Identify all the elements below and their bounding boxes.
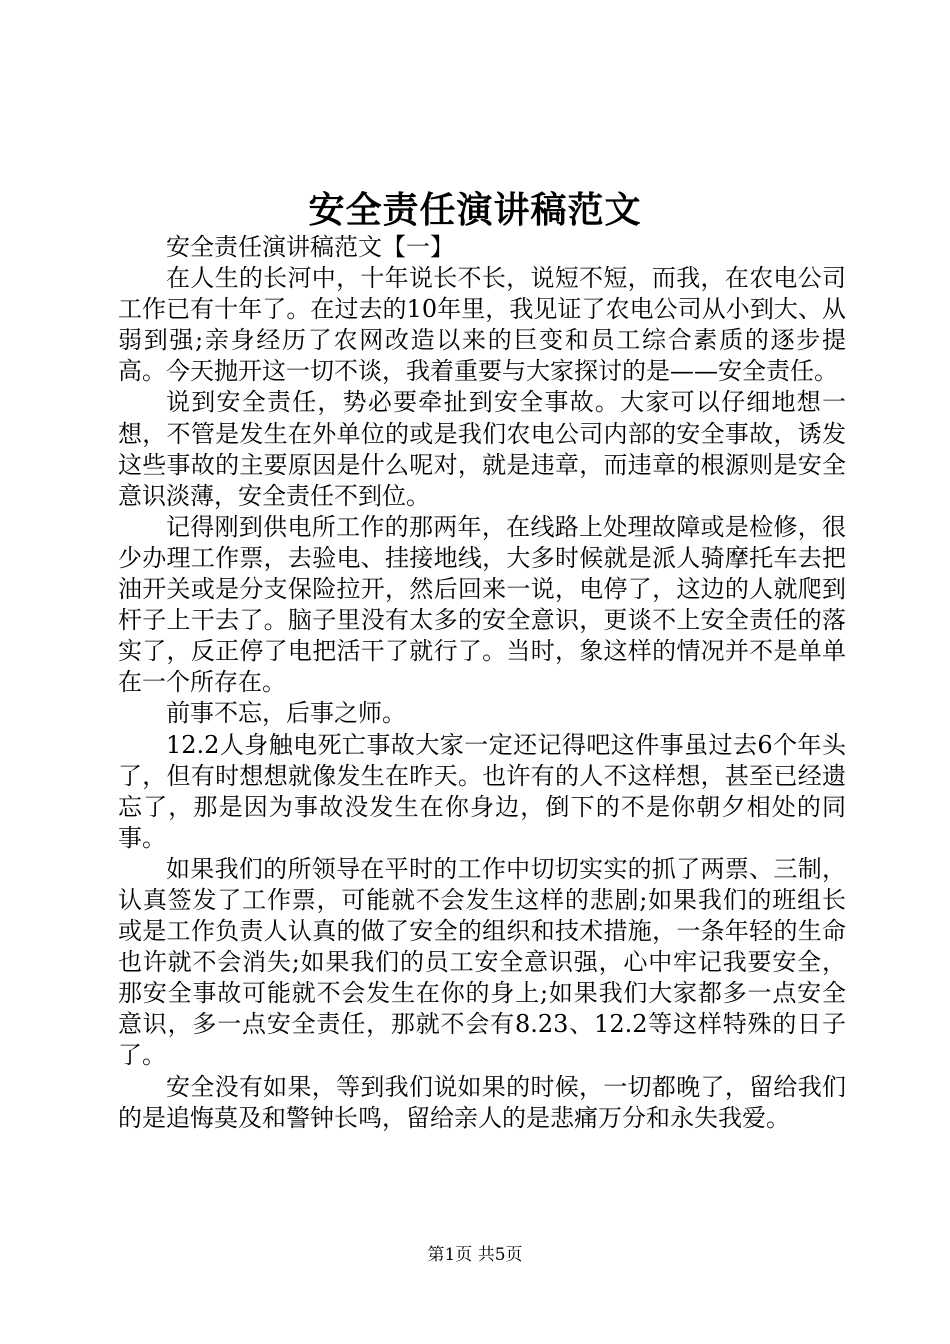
paragraph: 在人生的长河中，十年说长不长，说短不短，而我，在农电公司工作已有十年了。在过去的10年里，我见证了农电公司从小到大、从弱到强;亲身经历了农网改造以来的巨变和员工综合素质的逐步提高。今天抛开这一切不谈，我着重要与大家探讨的是——安全责任。 — [118, 264, 846, 386]
paragraph: 安全没有如果，等到我们说如果的时候，一切都晚了，留给我们的是追悔莫及和警钟长鸣，留给亲人的是悲痛万分和永失我爱。 — [118, 1072, 846, 1132]
paragraph: 如果我们的所领导在平时的工作中切切实实的抓了两票、三制，认真签发了工作票，可能就不会发生这样的悲剧;如果我们的班组长或是工作负责人认真的做了安全的组织和技术措施，一条年轻的生命也许就不会消失;如果我们的员工安全意识强，心中牢记我要安全，那安全事故可能就不会发生在你的身上;如果我们大家都多一点安全意识，多一点安全责任，那就不会有8.23、12.2等这样特殊的日子了。 — [118, 854, 846, 1070]
document-title: 安全责任演讲稿范文 — [308, 189, 642, 231]
page-footer: 第1页 共5页 — [427, 1245, 523, 1265]
paragraph: 前事不忘，后事之师。 — [166, 699, 406, 728]
document-body — [118, 232, 846, 1134]
paragraph: 说到安全责任，势必要牵扯到安全事故。大家可以仔细地想一想，不管是发生在外单位的或是我们农电公司内部的安全事故，诱发这些事故的主要原因是什么呢对，就是违章，而违章的根源则是安全意识淡薄，安全责任不到位。 — [118, 388, 846, 510]
paragraph-section-heading: 安全责任演讲稿范文【一】 — [166, 233, 454, 261]
paragraph: 记得刚到供电所工作的那两年，在线路上处理故障或是检修，很少办理工作票，去验电、挂接地线，大多时候就是派人骑摩托车去把油开关或是分支保险拉开，然后回来一说，电停了，这边的人就爬到杆子上干去了。脑子里没有太多的安全意识，更谈不上安全责任的落实了，反正停了电把活干了就行了。当时，象这样的情况并不是单单在一个所存在。 — [118, 512, 846, 697]
paragraph: 12.2人身触电死亡事故大家一定还记得吧这件事虽过去6个年头了，但有时想想就像发生在昨天。也许有的人不这样想，甚至已经遗忘了，那是因为事故没发生在你身边，倒下的不是你朝夕相处的同事。 — [118, 730, 846, 852]
